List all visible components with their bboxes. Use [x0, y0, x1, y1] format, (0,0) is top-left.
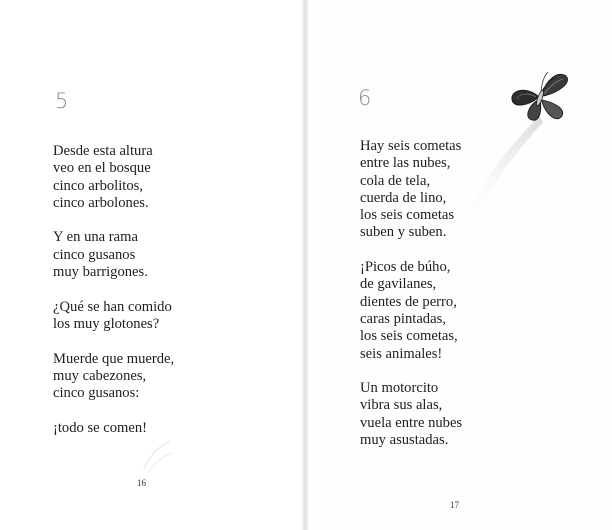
poem-line: los muy glotones? — [53, 315, 160, 332]
stanza — [53, 229, 174, 281]
page-number-right: 17 — [450, 500, 459, 510]
poem-line: ¿Qué se han comido — [53, 298, 172, 315]
stanza — [360, 138, 462, 242]
stanza — [53, 351, 174, 403]
poem-line: veo en el bosque — [53, 160, 151, 177]
poem-line: caras pintadas, — [360, 310, 446, 327]
poem-line: ¡Picos de búho, — [360, 259, 451, 276]
poem-line: los seis cometas, — [360, 328, 458, 345]
stanza — [53, 143, 174, 212]
poem-line: muy barrigones. — [53, 264, 148, 281]
chapter-number-left: 5 — [55, 89, 69, 113]
page-number-left: 16 — [137, 478, 146, 488]
poem-line: cinco arbolitos, — [53, 177, 143, 194]
poem-line: suben y suben. — [360, 224, 447, 241]
poem-line: entre las nubes, — [360, 155, 451, 172]
poem-line: de gavilanes, — [360, 276, 437, 293]
poem-line: muy asustadas. — [360, 432, 449, 449]
poem-line: cinco gusanos: — [53, 385, 140, 402]
stanza — [360, 259, 462, 363]
chapter-number-right: 6 — [358, 86, 372, 110]
poem-line: seis animales! — [360, 345, 443, 362]
left-page — [0, 0, 304, 530]
poem-line: cinco gusanos — [53, 246, 136, 263]
poem-line: ¡todo se comen! — [53, 419, 148, 436]
poem-line: Desde esta altura — [53, 143, 153, 159]
poem-line: Y en una rama — [53, 229, 138, 246]
poem-right — [360, 138, 462, 467]
stanza — [53, 299, 174, 334]
poem-line: Hay seis cometas — [360, 138, 462, 154]
poem-line: cinco arbolones. — [53, 194, 149, 211]
poem-line: los seis cometas — [360, 207, 455, 224]
poem-line: vuela entre nubes — [360, 414, 463, 431]
poem-line: dientes de perro, — [360, 293, 457, 310]
poem-line: cuerda de lino, — [360, 189, 447, 206]
poem-line: muy cabezones, — [53, 367, 147, 384]
poem-line: Muerde que muerde, — [53, 350, 175, 367]
butterfly-icon — [500, 62, 580, 142]
poem-line: Un motorcito — [360, 380, 439, 397]
poem-line: cola de tela, — [360, 172, 431, 189]
poem-line: vibra sus alas, — [360, 397, 443, 414]
stanza — [360, 380, 462, 449]
poem-left — [53, 143, 174, 454]
faint-sketch-icon — [140, 435, 176, 475]
